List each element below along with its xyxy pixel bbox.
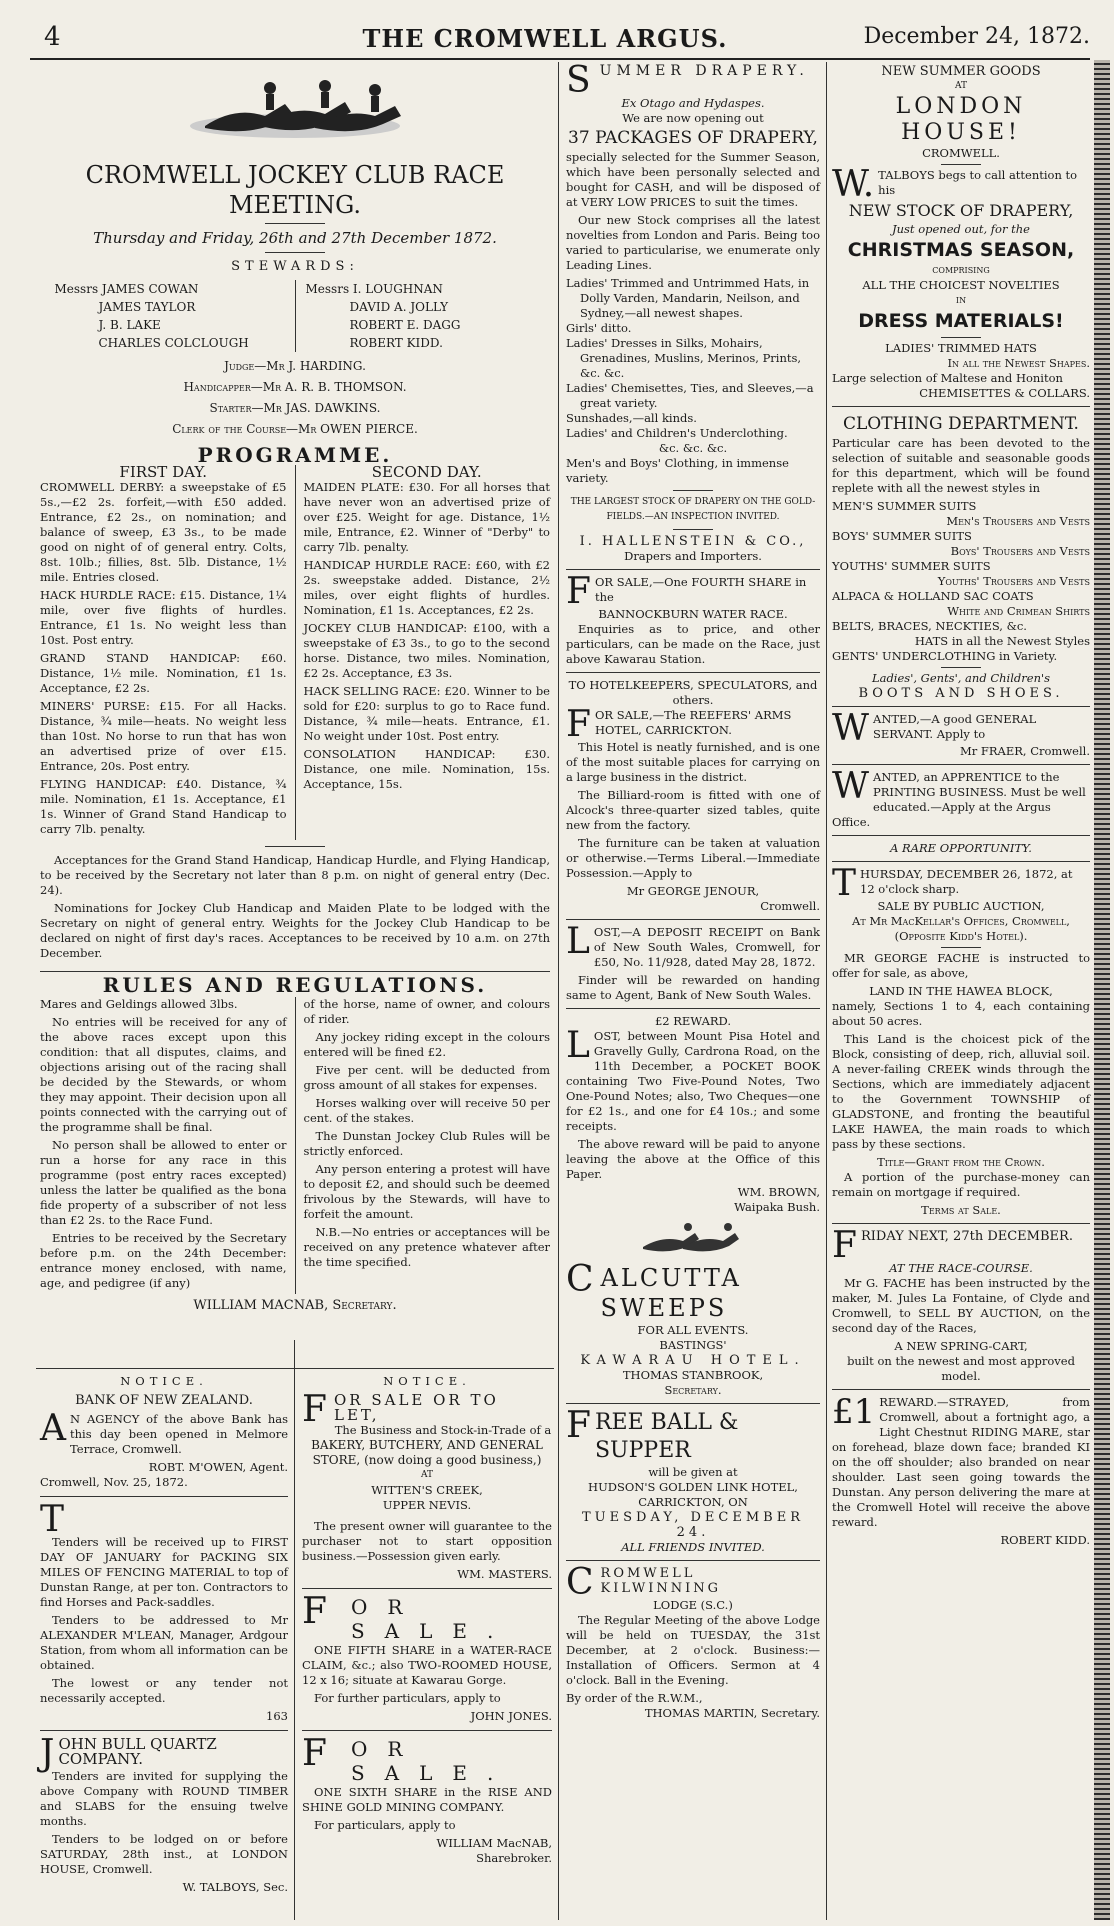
bank-notice-text: N AGENCY of the above Bank has this day been opened in Melmore Terrace, Cromwell. [70,1412,288,1456]
clothing-heading: CLOTHING DEPARTMENT. [843,414,1079,434]
drop-cap: W [832,708,870,749]
cromwell-line: CROMWELL. [922,146,1000,160]
friday-heading: RIDAY NEXT, 27th DECEMBER. [860,1229,1073,1244]
lost-pocketbook-text: OST, between Mount Pisa Hotel and Gravelly Gully, Cardrona Road, on the 11th December, a POCKET BOOK containing Two Five-Pound Notes, Two One-Pound Notes; also, Two Cheques—one for £2 1s., and one for £4 10s.; and some receipts. [566,1029,820,1133]
drop-cap: C [566,1259,597,1300]
second-day-heading: SECOND DAY. [371,463,482,481]
handicapper: Handicapper—Mr A. R. B. THOMSON. [183,380,407,394]
hotel-text: The furniture can be taken at valuation or otherwise.—Terms Liberal.—Immediate Possession.—Apply to [566,836,820,880]
race-meeting-title: CROMWELL JOCKEY CLUB RACE MEETING. [85,161,505,219]
rules-heading: RULES AND REGULATIONS. [40,971,550,993]
firm-name: I. HALLENSTEIN & CO., [579,534,807,549]
clerk: Clerk of the Course—Mr OWEN PIERCE. [172,422,418,436]
childrens-line: Ladies', Gents', and Children's [871,671,1051,685]
steward: JAMES TAYLOR [98,300,196,314]
land-text: namely, Sections 1 to 4, each containing about 50 acres. [832,999,1090,1028]
calcutta-sweeps-heading: ALCUTTA SWEEPS [600,1264,742,1322]
notice-heading: NOTICE. [383,1374,471,1388]
acceptances-note: Acceptances for the Grand Stand Handicap, Handicap Hurdle, and Flying Handicap, to be received by the Secretary not later than 8 p.m. on night of general entry (Dec. 24). [40,853,550,897]
strayed-text: REWARD.—STRAYED, from Cromwell, about a fortnight ago, a Light Chestnut RIDING MARE, star on forehead, blaze down face; branded KI on the off shoulder; also branded on near shoulder. Last seen going towards the Dunstan. Any person delivering the mare at the Cromwell Hotel will receive the above reward. [832,1395,1090,1529]
steward: DAVID A. JOLLY [349,300,449,314]
nominations-note: Nominations for Jockey Club Handicap and Maiden Plate to be lodged with the Secretary on night of general entry. Weights for the Jockey Club Handicap to be declared on night of first day's races. Acceptances to be received by 10 a.m. on 27th December. [40,901,550,960]
drop-cap: F [302,1591,347,1632]
hotel-text: The Billiard-room is fitted with one of Alcock's three-quarter sized tables, quite new from the factory. [566,788,820,832]
drapery-text: specially selected for the Summer Season, which have been personally selected and bought for CASH, and will be disposed of at VERY LOW PRICES to suit the times. [566,150,820,209]
for-sale-heading: OR SALE. [350,1595,514,1643]
drop-cap: F [566,704,591,745]
stewards-heading: STEWARDS: [231,259,359,274]
race-entry: MINERS' PURSE: £15. For all Hacks. Distance, ¾ mile—heats. No weight less than 10st. No horse to run that has won an advertised prize of over £15. Entrance, 20s. Post entry. [40,699,287,773]
bastings-line: BASTINGS' [659,1338,727,1352]
drop-cap: F [566,1405,591,1446]
lost-pocketbook-text: The above reward will be paid to anyone leaving the above at the Office of this Paper. [566,1137,820,1181]
clothing-item: ALPACA & HOLLAND SAC COATS [832,589,1034,603]
race-course-line: AT THE RACE-COURSE. [889,1261,1033,1275]
largest-stock-line: THE LARGEST STOCK OF DRAPERY ON THE GOLD-FIELDS.—AN INSPECTION INVITED. [570,497,816,522]
wanted-apprentice-text: ANTED, an APPRENTICE to the PRINTING BUSINESS. Must be well educated.—Apply at the Argus Office. [832,770,1086,829]
maltese-line: Large selection of Maltese and Honiton [832,371,1063,385]
place-line: WITTEN'S CREEK, [371,1483,483,1497]
at-label: AT [954,81,967,91]
steward: Messrs JAMES COWAN [54,282,199,296]
masthead [0,22,1090,56]
hotelkeepers-heading: TO HOTELKEEPERS, SPECULATORS, and others. [568,678,818,707]
lost-receipt-text: OST,—A DEPOSIT RECEIPT on Bank of New South Wales, Cromwell, for £50, No. 11/928, dated May 28, 1872. [593,925,820,969]
clothing-subitem: Boys' Trousers and Vests [950,544,1090,558]
notice-heading: NOTICE. [120,1374,208,1388]
rule: Five per cent. will be deducted from gross amount of all stakes for expenses. [303,1063,550,1092]
at-label: AT [420,1470,433,1480]
lodge-signature: THOMAS MARTIN, Secretary. [644,1706,820,1720]
starter: Starter—Mr JAS. DAWKINS. [209,401,381,415]
boots-heading: BOOTS AND SHOES. [858,686,1064,701]
land-text: This Land is the choicest pick of the Block, consisting of deep, rich, alluvial soil. A never-failing CREEK winds through the Sections, which are immediately adjacent to the Government TOWNSHIP of GLADSTONE, and fronting the beautiful LAKE HAWEA, the main roads to which pass by these sections. [832,1032,1090,1151]
clothing-subitem: Youths' Trousers and Vests [937,574,1090,588]
rule: No person shall be allowed to enter or run a horse for any race in this programme (post entry races excepted) unless the latter be qualified as the bona fide property of a subscriber of not less than £2 2s. to the Race Fund. [40,1138,287,1227]
rule: The Dunstan Jockey Club Rules will be strictly enforced. [303,1129,550,1158]
steward: ROBERT KIDD. [349,336,443,350]
for-sale-signature: WM. MASTERS. [457,1567,552,1581]
column-divider [826,62,827,1920]
new-stock-heading: NEW STOCK OF DRAPERY, [848,201,1074,220]
for-sale-text: ONE FIFTH SHARE in a WATER-RACE CLAIM, &c.; also TWO-ROOMED HOUSE, 12 x 16; situate at Kawarau Gorge. [302,1643,552,1687]
lodge-sub: LODGE (S.C.) [653,1598,733,1612]
drop-cap: J [40,1733,55,1774]
column-divider [558,62,559,1920]
tenders-text: The lowest or any tender not necessarily accepted. [40,1676,288,1705]
drapery-item: &c. &c. &c. [658,441,728,455]
racehorse-illustration [175,66,415,156]
drop-cap: S [566,60,596,101]
quartz-text: Tenders are invited for supplying the above Company with ROUND TIMBER and SLABS for the ensuing twelve months. [40,1769,288,1828]
drapery-item: Ladies' Chemisettes, Ties, and Sleeves,—a great variety. [566,381,814,410]
column-1-lower [40,1374,288,1895]
mortgage-text: A portion of the purchase-money can remain on mortgage if required. [832,1170,1090,1199]
clothing-item: YOUTHS' SUMMER SUITS [832,559,991,573]
summer-drapery-heading: UMMER DRAPERY. [599,63,809,79]
spring-cart-text: Mr G. FACHE has been instructed by the maker, M. Jules La Fontaine, of Clyde and Cromwell, to SELL BY AUCTION, on the second day of the Races, [832,1276,1090,1335]
programme-heading: PROGRAMME. [197,443,393,467]
race-entry: JOCKEY CLUB HANDICAP: £100, with a sweepstake of £3 3s., to go to the second horse. Distance, two miles. Nomination, £2 2s. Acceptance, £3 3s. [303,621,550,680]
drapery-item: Ladies' and Children's Underclothing. [566,426,788,440]
page-number: 4 [44,22,61,52]
section-rule [36,1368,554,1369]
novelties-line: ALL THE CHOICEST NOVELTIES [862,278,1060,292]
opening-line: We are now opening out [622,111,764,125]
hotel-heading: OR SALE,—The REEFERS' ARMS HOTEL, CARRICKTON. [594,708,792,737]
public-auction-line: SALE BY PUBLIC AUCTION, [877,899,1045,913]
column-4 [832,64,1090,1548]
hotel-signature: Cromwell. [760,899,820,913]
water-race-sub: BANNOCKBURN WATER RACE. [598,607,788,621]
race-meeting-advert [40,66,550,1313]
drop-cap: C [566,1562,597,1603]
for-sale-signature: WILLIAM MacNAB, [436,1836,552,1850]
rule: Horses walking over will receive 50 per cent. of the stakes. [303,1096,550,1125]
trimmed-hats-line: LADIES' TRIMMED HATS [885,341,1037,355]
race-entry: HACK SELLING RACE: £20. Winner to be sold for £20: surplus to go to Race fund. Distance, ¾ mile—heats. Entrance, £1. No weight under 10st. Post entry. [303,684,550,743]
ships-line: Ex Otago and Hydaspes. [621,96,765,110]
quartz-company-heading: OHN BULL QUARTZ COMPANY. [58,1735,217,1768]
wanted-servant-text: ANTED,—A good GENERAL SERVANT. Apply to [873,712,1037,741]
thursday-auction-text: HURSDAY, DECEMBER 26, 1872, at 12 o'clock sharp. [860,867,1073,896]
free-ball-place: CARRICKTON, ON [638,1495,748,1509]
fache-text: MR GEORGE FACHE is instructed to offer for sale, as above, [832,951,1090,980]
for-sale-signature: Sharebroker. [476,1851,552,1865]
reward-heading: £2 REWARD. [654,1014,732,1028]
stewards-list [40,280,550,352]
tenders-number: 163 [266,1709,288,1723]
rules-columns [40,997,550,1294]
hats-line: HATS in all the Newest Styles [914,634,1090,648]
talboys-text: TALBOYS begs to call attention to his [878,168,1078,197]
race-entry: MAIDEN PLATE: £30. For all horses that have never won an advertised prize of over £25. Weight for age. Distance, 1½ mile, Entrance, £2. Winner of "Derby" to carry 7lb. penalty. [303,480,550,554]
drop-cap: T [40,1499,70,1540]
race-entry: CROMWELL DERBY: a sweepstake of £5 5s.,—£2 2s. forfeit,—with £50 added. Entrance, £2 2s., on nomination; and balance of sweep, £3 3s., to be made good on night of of general entry. Colts, 8st. 10lb.; fillies, 8st. 5lb. Distance, 1½ mile. Entries closed. [40,480,287,584]
lost-signature: WM. BROWN, [737,1185,820,1199]
free-ball-invite: ALL FRIENDS INVITED. [621,1540,765,1554]
place-line: UPPER NEVIS. [382,1498,472,1512]
for-sale-text: For further particulars, apply to [314,1691,501,1705]
auction-location: At Mr MacKellar's Offices, Cromwell, (Opposite Kidd's Hotel). [852,914,1070,943]
for-sale-signature: JOHN JONES. [470,1709,552,1723]
tenders-text: Tenders to be addressed to Mr ALEXANDER M'LEAN, Manager, Ardgour Station, from whom all information can be obtained. [40,1613,288,1672]
lost-receipt-text: Finder will be rewarded on handing same to Agent, Bank of New South Wales. [566,973,820,1002]
reward-amount: £1 [832,1392,876,1432]
christmas-season-heading: CHRISTMAS SEASON, [847,239,1075,261]
paper-title: THE CROMWELL ARGUS. [362,24,728,53]
water-race-heading: OR SALE,—One FOURTH SHARE in the [594,575,807,604]
steward: ROBERT E. DAGG [349,318,461,332]
steward: J. B. LAKE [98,318,161,332]
free-ball-date: TUESDAY, DECEMBER 24. [582,1510,804,1540]
for-sale-text: The present owner will guarantee to the purchaser not to start opposition business.—Possession given early. [302,1519,552,1563]
clothing-text: Particular care has been devoted to the selection of suitable and seasonable goods for this department, which will be found replete with all the newest styles in [832,436,1090,495]
water-race-text: Enquiries as to price, and other particulars, can be made on the Race, just above Kawarau Station. [566,622,820,666]
title-line: Title—Grant from the Crown. [877,1155,1045,1169]
race-entry: HACK HURDLE RACE: £15. Distance, 1¼ mile, over five flights of hurdles. Entrance, £1 1s. No weight less than 10st. Post entry. [40,588,287,647]
drop-cap: F [302,1733,347,1774]
bank-signature: ROBT. M'OWEN, Agent. [148,1460,288,1474]
race-entry: CONSOLATION HANDICAP: £30. Distance, one mile. Nomination, 15s. Acceptance, 15s. [303,747,550,791]
bakery-line: BAKERY, BUTCHERY, AND GENERAL STORE, (now doing a good business,) [311,1438,543,1467]
drapery-item: Girls' ditto. [566,321,632,335]
rule: N.B.—No entries or acceptances will be received on any pretence whatever after the time specified. [303,1225,550,1269]
clothing-subitem: White and Crimean Shirts [947,604,1090,618]
column-2-lower [302,1374,552,1866]
drop-cap: F [302,1389,330,1430]
kawarau-hotel: KAWARAU HOTEL. [580,1353,806,1368]
bank-date: Cromwell, Nov. 25, 1872. [40,1475,188,1489]
lodge-heading: ROMWELL KILWINNING [600,1566,722,1596]
just-opened-line: Just opened out, for the [892,222,1030,236]
clothing-item: BOYS' SUMMER SUITS [832,529,972,543]
racehorse-illustration [633,1219,753,1259]
free-ball-text: will be given at [648,1465,738,1479]
drop-cap: T [832,863,857,904]
first-day-heading: FIRST DAY. [119,463,208,481]
judge: Judge—Mr J. HARDING. [224,359,366,373]
free-ball-hotel: HUDSON'S GOLDEN LINK HOTEL, [588,1480,798,1494]
comprising-label: COMPRISING [932,266,990,275]
wanted-signature: Mr FRAER, Cromwell. [959,744,1090,758]
drapery-item: Men's and Boys' Clothing, in immense variety. [566,456,789,485]
spring-cart-model: built on the newest and most approved model. [847,1354,1075,1383]
hotel-text: This Hotel is neatly furnished, and is one of the most suitable places for carrying on a large business in the district. [566,740,820,784]
calcutta-sub: FOR ALL EVENTS. [637,1323,749,1337]
rule: Any person entering a protest will have to deposit £2, and should such be deemed frivolous by the Stewards, will have to forfeit the amount. [303,1162,550,1221]
in-label: IN [955,296,967,305]
drapery-text: Our new Stock comprises all the latest novelties from London and Paris. Being too varied to particularise, we enumerate only Leading Lines. [566,213,820,272]
secretary-signature: WILLIAM MACNAB, Secretary. [193,1298,397,1313]
chemisettes-line: CHEMISETTES & COLLARS. [919,386,1090,400]
race-entry: FLYING HANDICAP: £40. Distance, ¾ mile. Nomination, £1 1s. Acceptance, £1 1s. Winner of Grand Stand Handicap to carry 7lb. penalty. [40,777,287,836]
terms-line: Terms at Sale. [921,1203,1001,1217]
programme-columns [40,465,550,840]
lost-signature: Waipaka Bush. [734,1200,820,1214]
free-ball-heading: REE BALL & SUPPER [594,1410,739,1463]
tenders-text: Tenders will be received up to FIRST DAY OF JANUARY for PACKING SIX MILES OF FENCING MATERIAL to top of Dunstan Range, at per ton. Contractors to find Horses and Pack-saddles. [40,1535,288,1609]
underclothing-line: GENTS' UNDERCLOTHING in Variety. [832,649,1058,663]
belts-line: BELTS, BRACES, NECKTIES, &c. [832,619,1027,633]
quartz-text: Tenders to be lodged on or before SATURDAY, 28th inst., at LONDON HOUSE, Cromwell. [40,1832,288,1876]
quartz-signature: W. TALBOYS, Sec. [182,1880,288,1894]
rule: Mares and Geldings allowed 3lbs. [40,997,238,1011]
dress-materials-heading: DRESS MATERIALS! [858,310,1064,332]
newest-shapes-line: In all the Newest Shapes. [947,356,1090,370]
bank-heading: BANK OF NEW ZEALAND. [75,1393,253,1408]
race-dates: Thursday and Friday, 26th and 27th December 1872. [93,229,497,247]
drapery-item: Ladies' Trimmed and Untrimmed Hats, in Dolly Varden, Mandarin, Neilson, and Sydney,—all newest shapes. [566,276,810,320]
calcutta-signature: THOMAS STANBROOK, [622,1368,764,1382]
steward: CHARLES COLCLOUGH [98,336,249,350]
drop-cap: F [832,1225,857,1266]
issue-date: December 24, 1872. [863,24,1090,49]
for-sale-heading: OR SALE. [350,1737,514,1785]
masthead-rule [30,58,1090,60]
drop-cap: W. [832,164,875,205]
lodge-order: By order of the R.W.M., [566,1691,703,1705]
drop-cap: L [566,921,590,962]
clothing-item: MEN'S SUMMER SUITS [832,499,977,513]
new-goods-heading: NEW SUMMER GOODS [881,64,1041,79]
column-3 [566,60,820,1721]
drop-cap: L [566,1025,590,1066]
rule: of the horse, name of owner, and colours of rider. [303,997,550,1026]
for-sale-heading: OR SALE OR TO LET, [333,1391,499,1424]
drop-cap: F [566,571,591,612]
drapery-item: Ladies' Dresses in Silks, Mohairs, Grenadines, Muslins, Merinos, Prints, &c. &c. [566,336,802,380]
hotel-signature: Mr GEORGE JENOUR, [626,884,760,898]
lodge-text: The Regular Meeting of the above Lodge will be held on TUESDAY, the 31st December, at 2 o'clock. Business:—Installation of Officers. Sermon at 4 o'clock. Ball in the Evening. [566,1613,820,1687]
drapery-item: Sunshades,—all kinds. [566,411,697,425]
spring-cart-heading: A NEW SPRING-CART, [894,1339,1028,1353]
clothing-subitem: Men's Trousers and Vests [946,514,1090,528]
london-house-heading: LONDON HOUSE! [895,94,1027,145]
for-sale-text: For particulars, apply to [314,1818,456,1832]
for-sale-text: ONE SIXTH SHARE in the RISE AND SHINE GOLD MINING COMPANY. [302,1785,552,1814]
drop-cap: A [40,1408,66,1449]
rule: No entries will be received for any of the above races except upon this condition: that all disputes, claims, and objections arising out of the racing shall be decided by the Stewards, or whom they may appoint. Their decision upon all points connected with the carrying out of the programme shall be final. [40,1015,287,1134]
race-entry: HANDICAP HURDLE RACE: £60, with £2 2s. sweepstake added. Distance, 2½ miles, over eight flights of hurdles. Nomination, £1 1s. Acceptances, £2 2s. [303,558,550,617]
firm-description: Drapers and Importers. [624,549,762,563]
rule: Entries to be received by the Secretary before p.m. on the 24th December: entrance money enclosed, with name, age, and pedigree (if any) [40,1231,287,1290]
column-divider [294,1340,295,1920]
for-sale-sub: The Business and Stock-in-Trade of a [334,1423,552,1437]
hawea-block-heading: LAND IN THE HAWEA BLOCK, [869,984,1053,998]
page-edge [1094,60,1110,1920]
race-entry: GRAND STAND HANDICAP: £60. Distance, 1½ mile. Nomination, £1 1s. Acceptance, £2 2s. [40,651,287,695]
drop-cap: W [832,766,870,807]
strayed-signature: ROBERT KIDD. [1000,1533,1090,1547]
rule: Any jockey riding except in the colours entered will be fined £2. [303,1030,550,1059]
rare-opportunity-heading: A RARE OPPORTUNITY. [890,841,1032,855]
steward: Messrs I. LOUGHNAN [305,282,443,296]
calcutta-signature: Secretary. [664,1383,722,1397]
packages-heading: 37 PACKAGES OF DRAPERY, [568,128,818,148]
